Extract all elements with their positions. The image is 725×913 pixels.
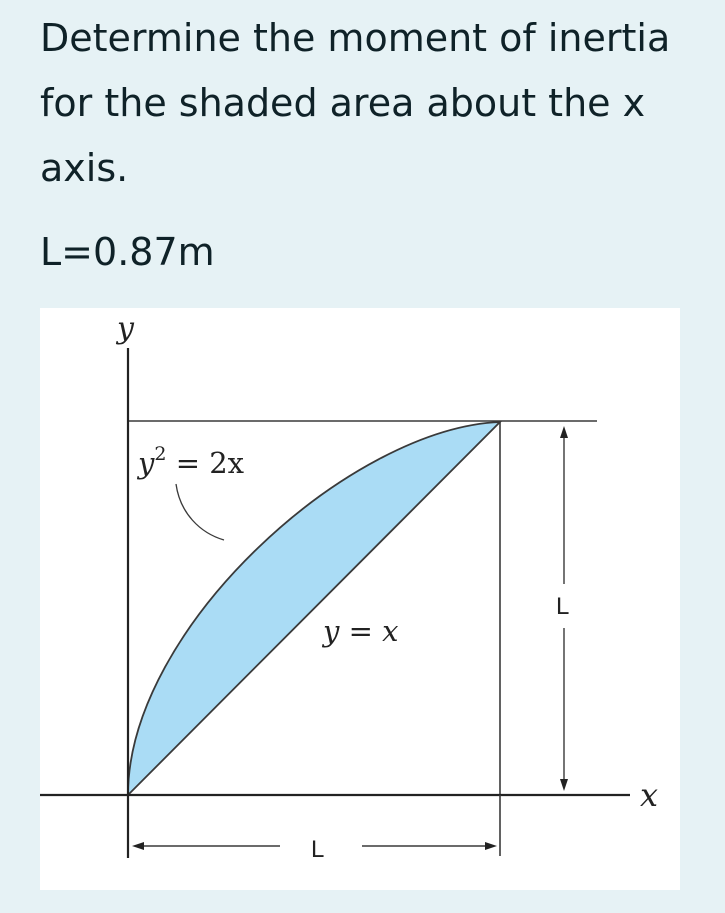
dim-vertical-arrow-down xyxy=(560,779,568,791)
line-label: y = x xyxy=(323,614,399,648)
x-axis-label: x xyxy=(640,776,659,814)
parabola-leader-line xyxy=(176,484,224,540)
diagram-figure xyxy=(40,308,680,890)
parabola-label-rest: = 2x xyxy=(166,446,245,480)
parabola-label-base: y xyxy=(138,446,155,480)
given-length: L=0.87m xyxy=(40,230,215,274)
question-text: Determine the moment of inertia for the shaded area about the x axis. xyxy=(40,16,671,190)
parabola-label-exp: 2 xyxy=(154,443,167,465)
dim-vertical-arrow-up xyxy=(560,426,568,438)
parabola-label xyxy=(136,443,244,480)
diagram-svg xyxy=(40,308,680,890)
dim-horizontal-arrow-left xyxy=(132,842,144,850)
dim-vertical-label: L xyxy=(556,593,570,620)
dim-horizontal-arrow-right xyxy=(485,842,497,850)
dim-horizontal-label: L xyxy=(311,836,325,863)
y-axis-label: y xyxy=(117,311,134,346)
